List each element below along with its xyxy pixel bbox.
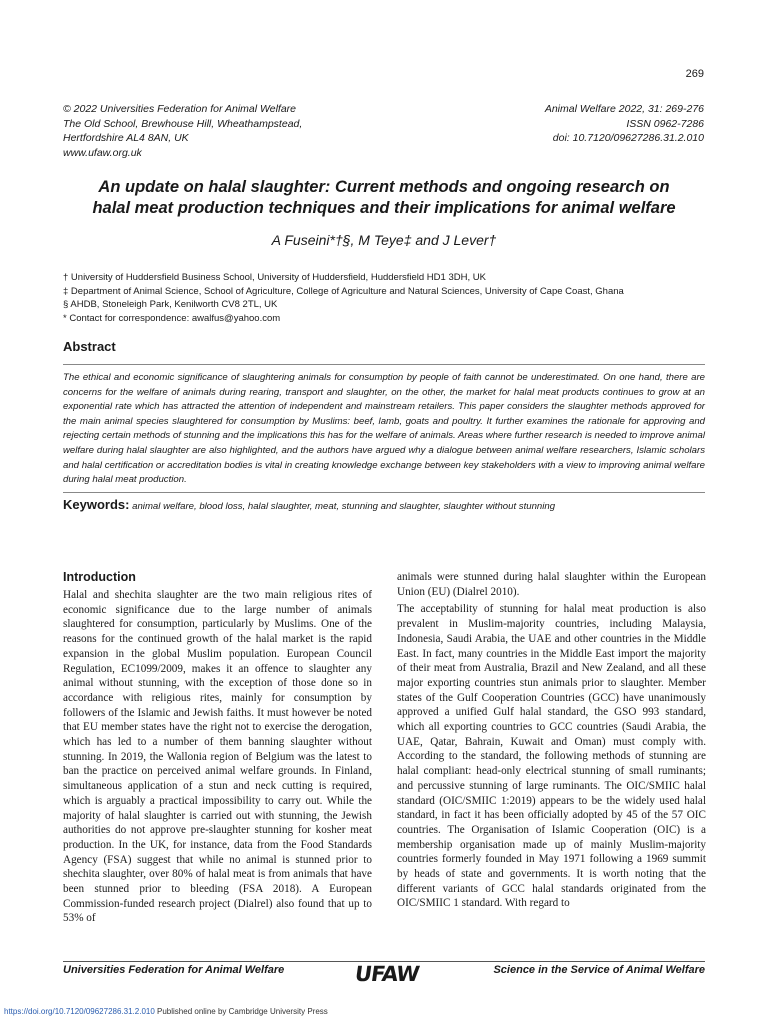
abstract-text: The ethical and economic significance of slaughtering animals for consumption by people of faith cannot be underestimated. On one hand, there are concerns for the welfare of animals during rearing, transport and slaughter, on the other, the market for halal meat products continues to grow at an exponential rate which has attracted the attention of independent and mainstream retailers. This paper considers the slaughter methods approved for the main animal species slaughtered for consumption by Muslims: beef, lamb, goats and poultry. It further examines the rationale for approving and rejecting certain methods of stunning and the implications this has for the welfare of animals. Areas where further research is needed to improve animal welfare during halal slaughter are also highlighted, and the authors have argued why a dialogue between animal welfare researchers, Islamic scholars and halal certification or accreditation bodies is vital in creating knowledge exchange between key stakeholders with a view to improving animal welfare during halal meat production. xyxy=(63,372,705,486)
journal-header-left xyxy=(63,102,302,160)
doi-link[interactable]: https://doi.org/10.7120/09627286.31.2.010 xyxy=(4,1007,155,1016)
page-number: 269 xyxy=(685,68,704,80)
footer-publisher: Universities Federation for Animal Welfare xyxy=(63,964,285,976)
title-line-2: halal meat production techniques and their implications for animal welfare xyxy=(92,199,676,217)
body-column-left xyxy=(63,570,372,926)
keywords-value: animal welfare, blood loss, halal slaughter, meat, stunning and slaughter, slaughter without stunning xyxy=(132,501,556,512)
intro-paragraph-continued: animals were stunned during halal slaughter within the European Union (EU) (Dialrel 2010). xyxy=(397,571,706,598)
footer-motto: Science in the Service of Animal Welfare xyxy=(493,964,705,976)
article-title xyxy=(40,177,728,219)
abstract-top-rule xyxy=(63,364,705,365)
doi-header-line: doi: 10.7120/09627286.31.2.010 xyxy=(552,132,704,144)
issn-line: ISSN 0962-7286 xyxy=(626,117,704,130)
address-line-1: The Old School, Brewhouse Hill, Wheathampstead, xyxy=(63,117,303,130)
journal-header-right xyxy=(545,102,704,146)
keywords-label: Keywords: xyxy=(63,497,130,512)
introduction-heading: Introduction xyxy=(63,570,136,584)
affiliation-ahdb: § AHDB, Stoneleigh Park, Kenilworth CV8 2TL, UK xyxy=(63,299,278,310)
affiliations xyxy=(63,271,624,325)
website-line: www.ufaw.org.uk xyxy=(63,146,142,159)
address-line-2: Hertfordshire AL4 8AN, UK xyxy=(63,132,189,144)
keywords xyxy=(63,497,705,512)
affiliation-huddersfield: † University of Huddersfield Business School, University of Huddersfield, Huddersfield HD1 3DH, UK xyxy=(63,272,486,283)
affiliation-cape-coast: ‡ Department of Animal Science, School of Agriculture, College of Agriculture and Natural Sciences, University of Cape Coast, Ghana xyxy=(63,285,624,297)
citation-line: Animal Welfare 2022, 31: 269-276 xyxy=(544,103,704,115)
title-line-1: An update on halal slaughter: Current methods and ongoing research on xyxy=(98,178,670,196)
intro-paragraph-2: The acceptability of stunning for halal meat production is also prevalent in Muslim-majority countries, including Malaysia, Indonesia, Saudi Arabia, the UAE and other countries in the Middle East. In fact, many countries in the Middle East import the majority of their meat from Australia, Brazil and New Zealand, and all these major exporting countries stun animals prior to slaughter. Member states of the Gulf Cooperation Countries (GCC) have unanimously approved a unified Gulf halal standard, the GSO 993 standard, which all exporting countries to GCC countries (Saudi Arabia, the UAE, Qatar, Bahrain, Kuwait and Oman) must comply with. According to the standard, the following methods of stunning are halal compliant: head-only electrical stunning of small ruminants; and percussive stunning of large ruminants. The OIC/SMIIC halal standard (OIC/SMIIC 1:2019) appears to be the widely used halal standard, in fact it has been officially adopted by 45 of the 57 OIC countries. The Organisation of Islamic Cooperation (OIC) is a membership organisation made up of mainly Muslim-majority countries formerly founded in May 1971 following a 1969 summit by heads of state and governments. It is worth noting that the different variants of GCC halal standards originated from the OIC/SMIIC 1 standard. With regard to xyxy=(397,603,706,910)
published-online-note: Published online by Cambridge University Press xyxy=(154,1007,328,1016)
author-list: A Fuseini*†§, M Teye‡ and J Lever† xyxy=(271,232,497,248)
ufaw-logo: UFAW xyxy=(353,962,421,986)
doi-footer xyxy=(4,1007,328,1016)
body-column-right xyxy=(397,570,706,911)
abstract-bottom-rule xyxy=(63,492,705,493)
intro-paragraph-1: Halal and shechita slaughter are the two main religious rites of economic significance due to the large number of animals slaughtered for consumption, particularly by Muslims. One of the reasons for the continued growth of the halal market is the rapid expansion in the global Muslim population. European Council Regulation, EC1099/2009, makes it an offence to slaughter any animal without stunning, with the exception of those done so in accordance with religious rites, mainly for consumption by followers of the Islamic and Jewish faiths. It must however be noted that EU member states have the right not to exercise the derogation, which has led to a number of them banning slaughter without stunning. In 2019, the Wallonia region of Belgium was the latest to ban the practice on perceived animal welfare grounds. In Finland, simultaneous application of a stun and neck cutting is required, which is arguably a practical impossibility to carry out. While the majority of halal slaughter is carried out with stunning, the Jewish authorities do not approve pre-slaughter stunning for kosher meat production. In the UK, for instance, data from the Food Standards Agency (FSA) suggest that while no animal is stunned prior to shechita slaughter, over 80% of halal meat is from animals that have been stunned prior to bleeding (FSA 2018). A European Commission-funded research project (Dialrel) also found that up to 53% of xyxy=(63,589,372,925)
abstract-heading: Abstract xyxy=(63,339,116,354)
copyright-line: © 2022 Universities Federation for Animal Welfare xyxy=(63,103,297,115)
correspondence-contact: * Contact for correspondence: awalfus@yahoo.com xyxy=(63,312,281,324)
